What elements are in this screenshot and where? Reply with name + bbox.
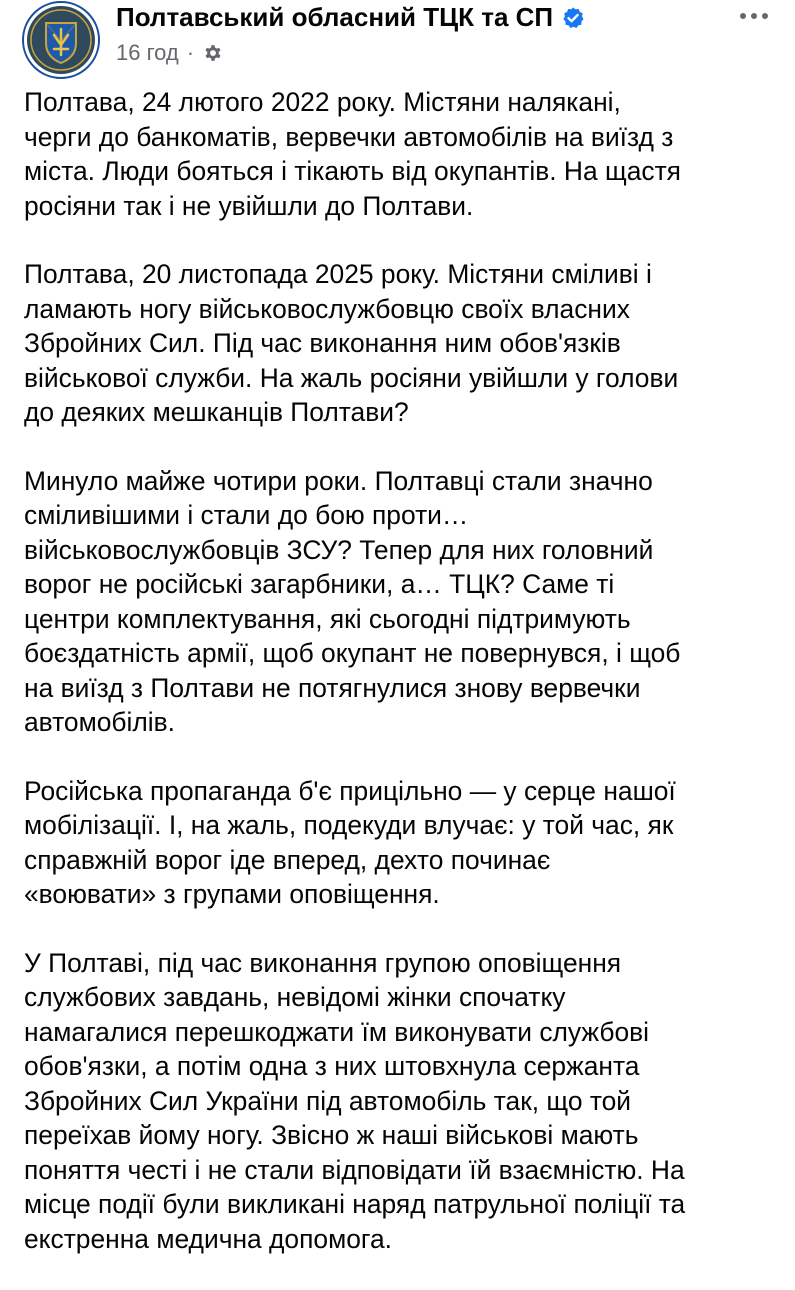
text-line: поняття честі і не стали відповідати їй взаємністю. На	[24, 1154, 685, 1185]
post-paragraph	[24, 464, 790, 740]
text-line: мобілізації. І, на жаль, подекуди влучає: у той час, як	[24, 810, 674, 840]
text-line: на виїзд з Полтави не потягнулися знову вервечки	[24, 672, 641, 703]
post-meta	[116, 40, 224, 66]
text-line: службових завдань, невідомі жінки спочатку	[24, 982, 566, 1012]
text-line: черги до банкоматів, вервечки автомобілів на виїзд з	[24, 121, 674, 152]
text-line: центри комплектування, які сьогодні підтримують	[24, 603, 631, 634]
text-line: Російська пропаганда б'є прицільно — у серце нашої	[24, 775, 676, 806]
author-line	[116, 2, 585, 33]
more-horizontal-icon	[740, 13, 746, 19]
text-line: місце події були викликані наряд патрульної поліції та	[24, 1189, 686, 1219]
text-line: Полтава, 24 лютого 2022 року. Містяни налякані,	[24, 87, 621, 117]
post-paragraph	[24, 85, 790, 223]
text-line: обов'язки, а потім одна з них штовхнула сержанта	[24, 1051, 640, 1081]
text-line: ворог не російські загарбники, а… ТЦК? Саме ті	[24, 569, 615, 599]
verified-badge-icon[interactable]	[561, 6, 585, 30]
text-line: Полтава, 20 листопада 2025 року. Містяни сміливі і	[24, 259, 652, 289]
meta-separator: ·	[186, 40, 195, 65]
text-line: переїхав йому ногу. Звісно ж наші військові мають	[24, 1120, 639, 1150]
page-name-link[interactable]: Полтавський обласний ТЦК та СП	[116, 2, 554, 32]
text-line: Збройних Сил. Під час виконання ним обов'язків	[24, 328, 621, 358]
page-avatar[interactable]	[22, 1, 100, 79]
more-options-button[interactable]	[732, 4, 776, 28]
text-line: У Полтаві, під час виконання групою оповіщення	[24, 947, 622, 978]
text-line: справжній ворог іде вперед, дехто починає	[24, 844, 551, 875]
text-line: військовослужбовців ЗСУ? Тепер для них головний	[24, 534, 654, 565]
text-line: боєздатність армії, щоб окупант не повернувся, і щоб	[24, 638, 681, 668]
post-paragraph	[24, 774, 790, 912]
emblem-avatar-icon	[26, 5, 96, 75]
text-line: Минуло майже чотири роки. Полтавці стали значно	[24, 465, 653, 496]
text-line: військової служби. На жаль росіяни увійшли у голови	[24, 362, 679, 393]
post-paragraph	[24, 946, 790, 1257]
text-line: сміливішими і стали до бою проти…	[24, 500, 469, 530]
text-line: «воювати» з групами оповіщення.	[24, 879, 440, 909]
text-line: Збройних Сил України під автомобіль так, що той	[24, 1085, 632, 1116]
text-line: ламають ногу військовослужбовцю своїх власних	[24, 293, 630, 324]
text-line: міста. Люди бояться і тікають від окупантів. На щастя	[24, 156, 681, 186]
text-line: до деяких мешканців Полтави?	[24, 397, 409, 427]
text-line: екстренна медична допомога.	[24, 1223, 392, 1254]
text-line: намагалися перешкоджати їм виконувати службові	[24, 1016, 650, 1047]
gear-icon[interactable]	[202, 42, 224, 64]
text-line: росіяни так і не увійшли до Полтави.	[24, 190, 474, 221]
post-paragraph	[24, 257, 790, 430]
post-text	[24, 85, 790, 1290]
text-line: автомобілів.	[24, 707, 175, 737]
post-header	[0, 0, 795, 80]
post-timestamp[interactable]: 16 год	[116, 40, 179, 65]
